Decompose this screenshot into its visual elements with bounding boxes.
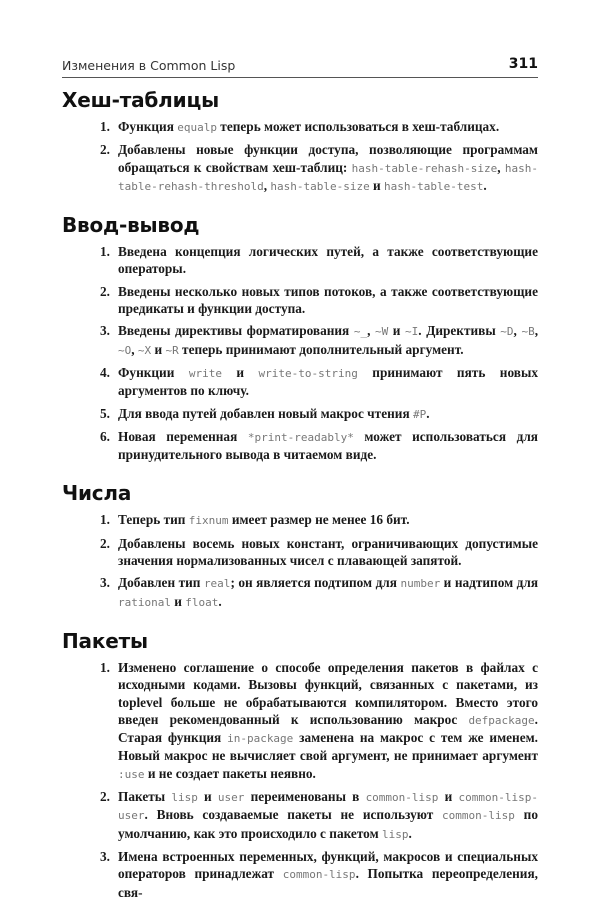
section — [62, 88, 538, 195]
inline-code: write-to-string — [258, 366, 358, 380]
inline-code: user — [217, 791, 245, 805]
inline-code: ~_ — [353, 325, 368, 339]
inline-code: #P — [412, 407, 427, 421]
text-run: Теперь тип — [118, 512, 189, 528]
inline-code: ~W — [374, 325, 389, 339]
inline-code: float — [185, 595, 219, 609]
text-run: имеет размер не менее 16 бит. — [228, 512, 410, 528]
inline-code: in-package — [227, 732, 294, 746]
item-text — [118, 429, 538, 462]
inline-code: common-lisp — [282, 868, 356, 882]
list-item — [62, 659, 538, 783]
item-number: 1. — [100, 119, 110, 134]
text-run: и — [197, 789, 218, 805]
inline-code: lisp — [171, 791, 198, 805]
text-run: и — [388, 323, 406, 339]
text-run: , — [534, 323, 539, 339]
inline-code: fixnum — [188, 514, 229, 528]
inline-code: common-lisp — [442, 809, 515, 823]
inline-code: hash-table-rehash-size — [351, 161, 498, 175]
text-run: по умолчанию, как это происходило с пакетом — [118, 807, 538, 841]
text-run: Введены директивы форматирования — [118, 323, 354, 339]
item-number: 4. — [100, 364, 110, 380]
inline-code: ~O — [118, 343, 132, 357]
text-run: . — [426, 405, 430, 421]
text-run: и — [151, 341, 166, 357]
text-run: и — [369, 177, 385, 193]
text-run: . Директивы — [418, 323, 501, 339]
numbered-list — [62, 243, 538, 463]
inline-code: ~B — [521, 325, 535, 339]
text-run: Для ввода путей добавлен новый макрос чтения — [118, 405, 413, 421]
inline-code: hash-table-test — [384, 179, 484, 193]
item-text — [118, 789, 538, 841]
list-item — [62, 283, 538, 318]
numbered-list — [62, 511, 538, 610]
item-number: 2. — [100, 142, 110, 158]
numbered-list — [62, 659, 538, 901]
text-run: Пакеты — [118, 789, 172, 805]
item-text — [118, 284, 538, 316]
page-number: 311 — [508, 56, 538, 72]
item-text — [118, 244, 538, 276]
item-number: 3. — [100, 323, 110, 339]
item-text — [118, 323, 538, 356]
section-heading: Числа — [62, 481, 132, 506]
list-item — [62, 405, 538, 423]
inline-code: common-lisp — [365, 791, 439, 805]
inline-code: ~D — [500, 325, 514, 339]
text-run: Добавлены новые функции доступа, позволяющие программам обращаться к свойствам хеш-таблиц: — [118, 142, 538, 175]
inline-code: hash-table-size — [270, 179, 370, 193]
text-run: . — [218, 593, 222, 609]
text-run: Новая переменная — [118, 428, 248, 444]
text-run: Введены несколько новых типов потоков, а также соответствующие предикаты и функции доступа. — [118, 283, 538, 317]
item-text — [118, 142, 538, 193]
list-item — [62, 322, 538, 359]
text-run: , — [263, 177, 271, 193]
item-text — [118, 365, 538, 398]
section — [62, 213, 538, 463]
text-run: и не создает пакеты неявно. — [144, 765, 316, 781]
text-run: , — [367, 323, 375, 339]
list-item — [62, 428, 538, 464]
text-run: и — [170, 593, 186, 609]
inline-code: ~I — [405, 325, 419, 339]
item-text — [118, 119, 499, 134]
text-run: ; он является подтипом для — [230, 575, 401, 591]
section — [62, 629, 538, 901]
text-run: и надтипом для — [440, 575, 539, 591]
list-item — [62, 848, 538, 901]
text-run: . — [408, 825, 412, 841]
list-item — [62, 141, 538, 195]
inline-code: defpackage — [468, 713, 535, 727]
inline-code: :use — [118, 767, 145, 781]
list-item — [62, 243, 538, 278]
section-heading: Хеш-таблицы — [62, 88, 219, 112]
list-item — [62, 364, 538, 400]
item-number: 1. — [100, 659, 110, 675]
item-text — [118, 660, 538, 781]
text-run: . — [483, 177, 487, 193]
item-text — [118, 536, 538, 568]
list-item — [62, 118, 538, 136]
text-run: Введена концепция логических путей, а также соответствующие операторы. — [118, 244, 538, 277]
inline-code: hash-table-rehash-threshold — [118, 161, 538, 193]
item-number: 3. — [100, 848, 110, 864]
item-text — [118, 849, 538, 900]
inline-code: ~X — [137, 343, 152, 357]
text-run: переименованы в — [244, 789, 366, 805]
text-run: Добавлены восемь новых констант, ограничивающих допустимые значения нормализованных чисел с плавающей запятой. — [118, 535, 538, 569]
section-heading: Ввод-вывод — [62, 213, 200, 238]
text-run: , — [131, 341, 138, 357]
item-number: 1. — [100, 512, 110, 528]
text-run: и — [438, 789, 459, 805]
list-item — [62, 511, 538, 529]
text-run: . Вновь создаваемые пакеты не используют — [144, 807, 443, 823]
item-number: 6. — [100, 428, 110, 444]
item-number: 2. — [100, 283, 110, 299]
text-run: теперь принимают дополнительный аргумент. — [178, 341, 464, 357]
text-run: , — [497, 159, 505, 175]
inline-code: rational — [118, 595, 171, 609]
text-run: и — [221, 364, 259, 380]
inline-code: ~R — [165, 343, 179, 357]
item-number: 5. — [100, 405, 110, 421]
inline-code: lisp — [381, 827, 409, 841]
list-item — [62, 574, 538, 611]
text-run: Добавлен тип — [118, 575, 204, 591]
text-run: принимают пять новых аргументов по ключу. — [118, 364, 538, 399]
inline-code: real — [203, 577, 231, 591]
inline-code: equalp — [177, 121, 217, 134]
text-run: Имена встроенных переменных, функций, макросов и специальных операторов принадлежат — [118, 848, 538, 882]
running-header — [62, 55, 538, 78]
item-number: 3. — [100, 575, 110, 591]
list-item — [62, 535, 538, 570]
text-run: теперь может использоваться в хеш-таблицах. — [216, 119, 500, 134]
text-run: . Попытка переопределения, свя- — [118, 866, 538, 900]
text-run: может использоваться для принудительного вывода в читаемом виде. — [118, 428, 538, 463]
item-text — [118, 406, 430, 421]
inline-code: number — [400, 577, 441, 591]
item-number: 1. — [100, 244, 110, 260]
page-body — [62, 88, 538, 919]
text-run: заменена на макрос с тем же именем. Новый макрос не вычисляет свой аргумент, не принимает аргумент — [118, 730, 538, 764]
text-run: Функции — [118, 364, 189, 380]
chapter-title: Изменения в Common Lisp — [62, 58, 236, 73]
text-run: . Старая функция — [118, 711, 538, 746]
inline-code: write — [188, 366, 222, 380]
item-number: 2. — [100, 535, 110, 551]
inline-code: common-lisp-user — [118, 791, 538, 823]
item-number: 2. — [100, 789, 110, 805]
inline-code: *print-readably* — [247, 430, 354, 444]
item-text — [118, 575, 538, 608]
text-run: , — [513, 323, 522, 339]
text-run: Функция — [118, 119, 178, 134]
section-heading: Пакеты — [62, 628, 148, 653]
section — [62, 481, 538, 610]
item-text — [118, 512, 410, 527]
text-run: Изменено соглашение о способе определения пакетов в файлах с исходными кодами. Вызовы функций, связанных с пакетами, из toplevel больше не обрабатываются компилятором. Вместо этого введен рекомендованный к использованию макрос — [118, 659, 538, 727]
list-item — [62, 788, 538, 843]
numbered-list — [62, 118, 538, 195]
